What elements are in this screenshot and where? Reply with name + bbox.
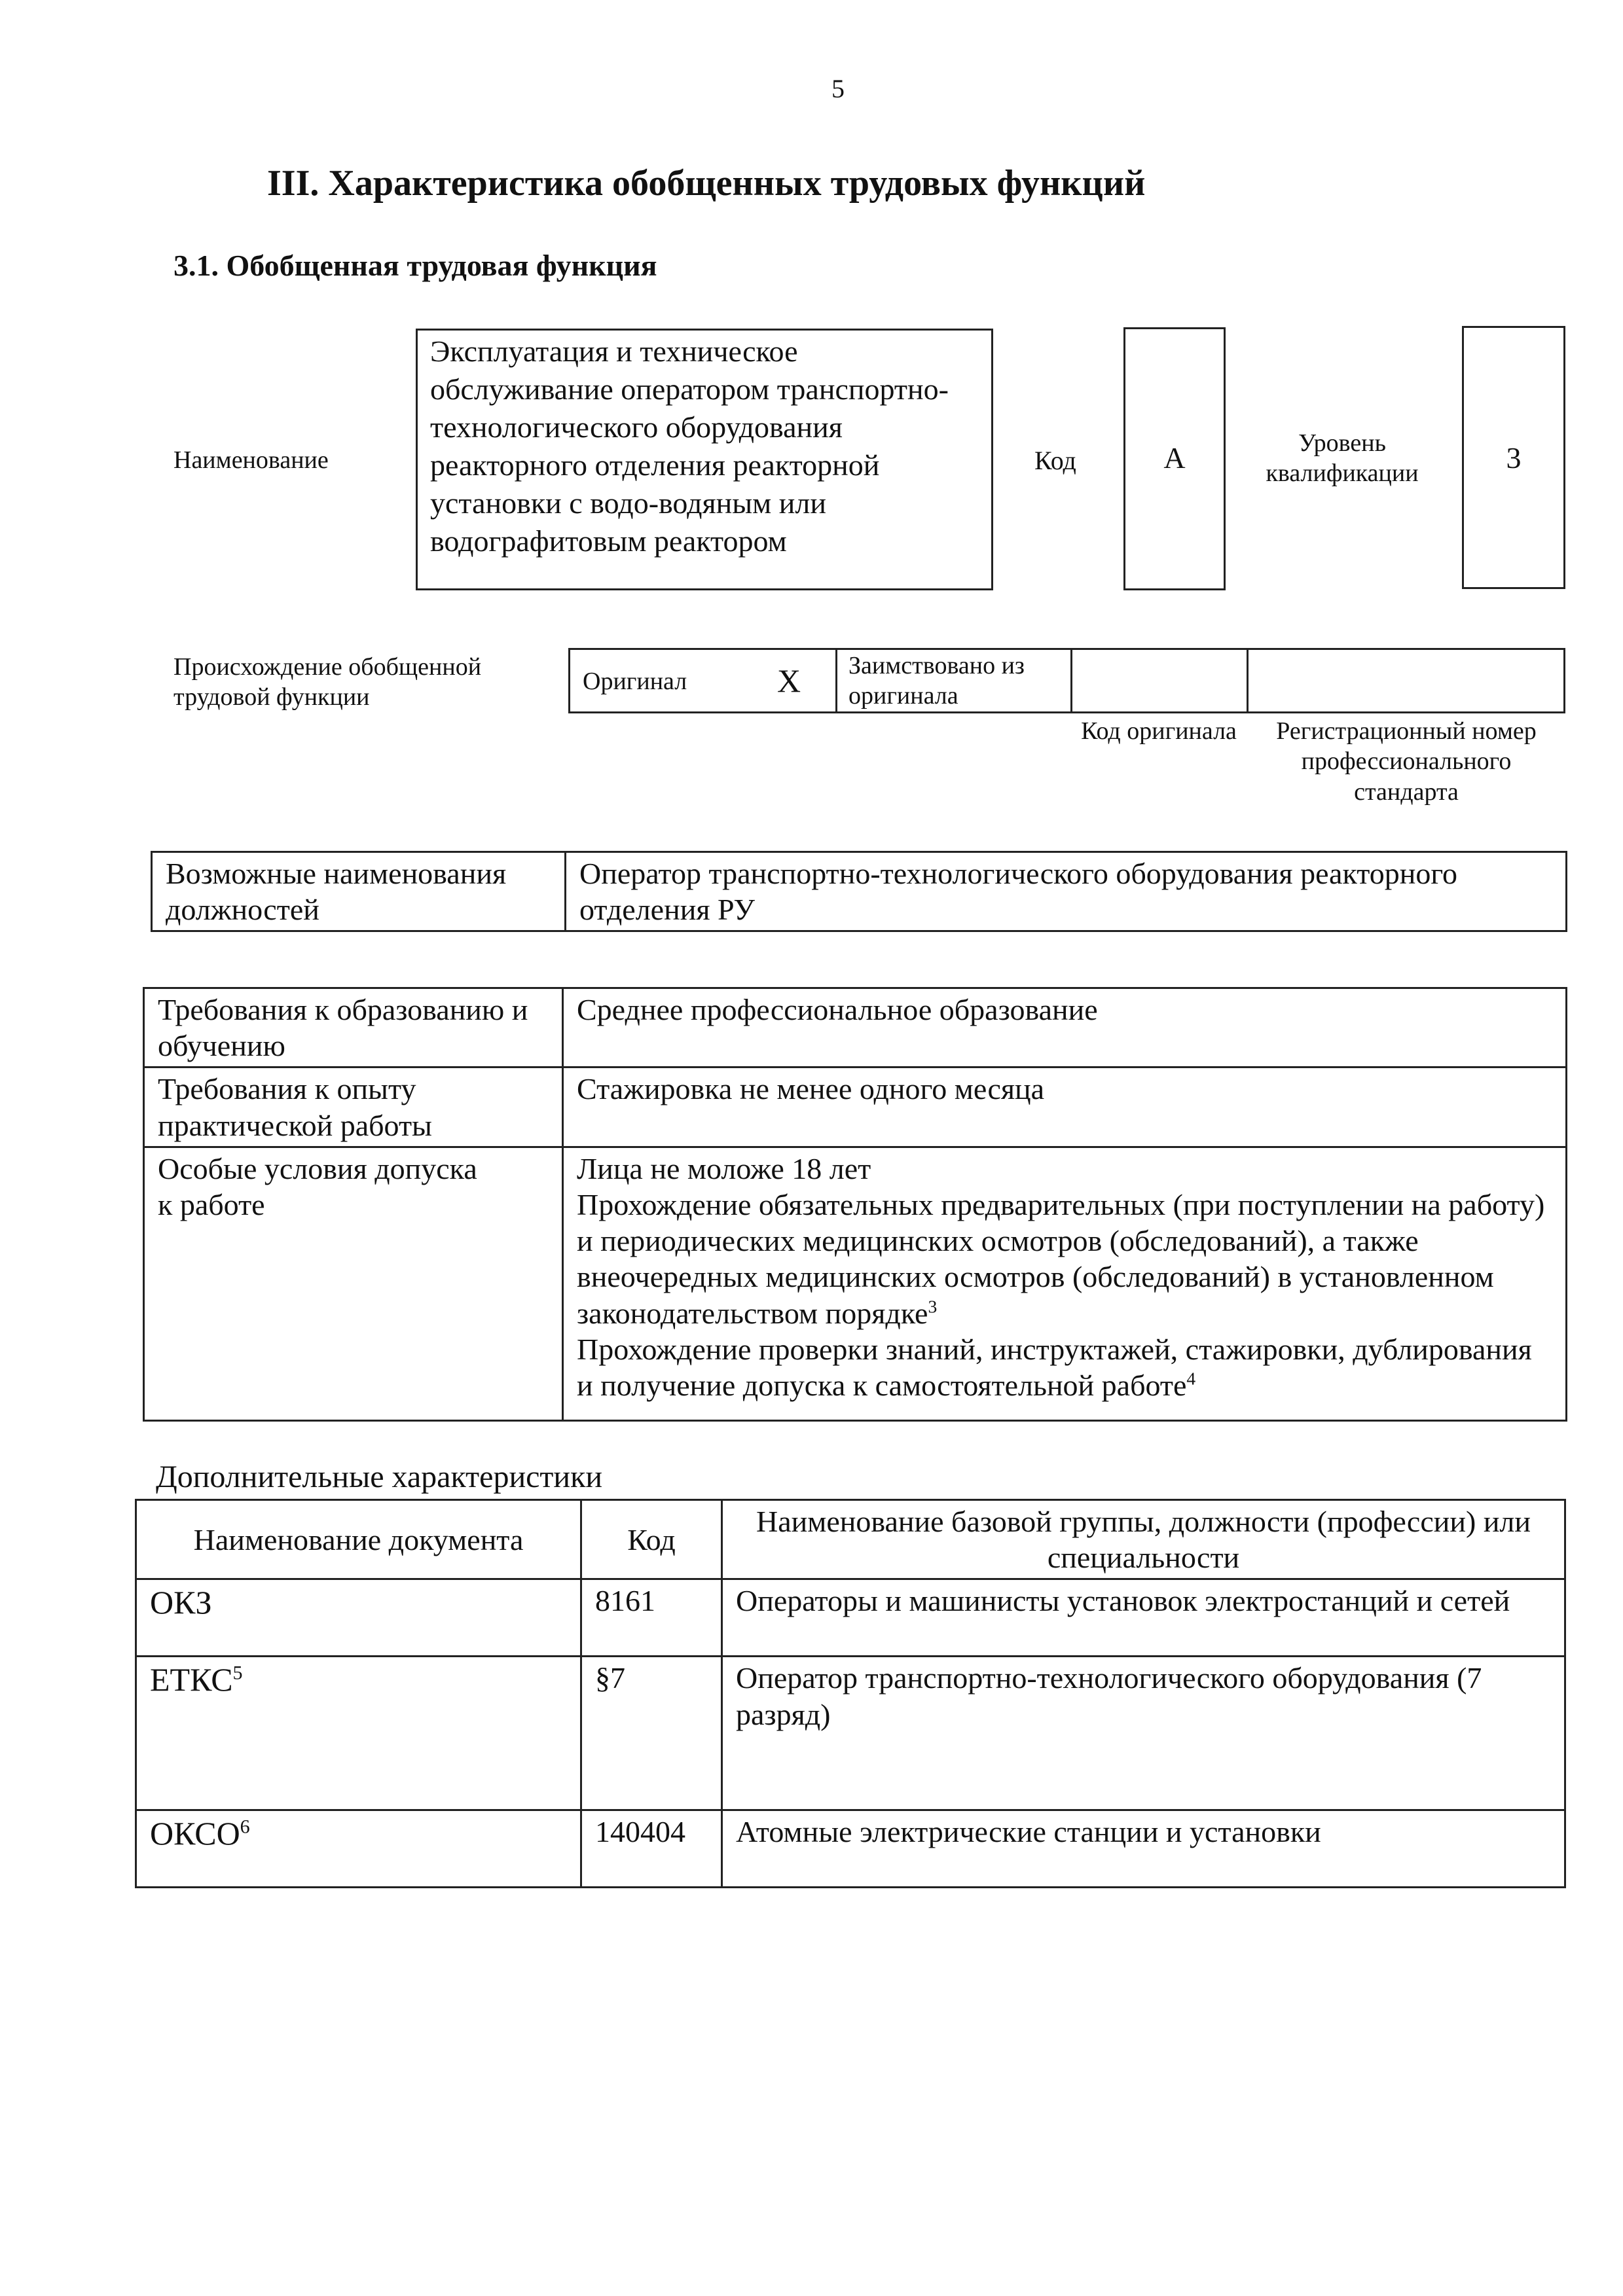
condition-line: Прохождение проверки знаний, инструктажей, стажировки, дублирования и получение допуска к самостоятельной работе$^4$ xyxy=(577,1332,1532,1402)
footnote-ref: 3 xyxy=(928,1296,938,1317)
row-code: §7 xyxy=(581,1657,722,1810)
function-code-value: А xyxy=(1163,441,1186,475)
positions-label: Возможные наименования должностей xyxy=(152,852,566,931)
header-doc: Наименование документа xyxy=(136,1500,581,1579)
subsection-title: 3.1. Обобщенная трудовая функция xyxy=(173,249,657,282)
condition-line: Прохождение обязательных предварительных (при поступлении на работу) и периодических медицинских осмотров (обследований), а также внеочередных медицинских осмотров (обследований) в установленном законодательством порядке$^3$ xyxy=(577,1187,1545,1330)
qualification-level-label: Уровень квалификации xyxy=(1266,429,1419,488)
row-code: 140404 xyxy=(581,1810,722,1888)
function-name-value: Эксплуатация и техническое обслуживание оператором транспортно-технологического оборудования реакторного отделения реакторной установки с водо-водяным или водографитовым реактором xyxy=(430,334,949,558)
additional-title: Дополнительные характеристики xyxy=(156,1460,603,1494)
table-row xyxy=(144,1067,1567,1147)
row-doc: ОКСО$^6$ xyxy=(136,1810,581,1888)
special-conditions-label: Особые условия допуска к работе xyxy=(144,1147,563,1420)
table-row xyxy=(144,1147,1567,1420)
row-name: Оператор транспортно-технологического оборудования (7 разряд) xyxy=(722,1657,1565,1810)
requirement-value: Стажировка не менее одного месяца xyxy=(563,1067,1567,1147)
row-code: 8161 xyxy=(581,1579,722,1657)
row-doc: ЕТКС$^5$ xyxy=(136,1657,581,1810)
footnote-ref: 4 xyxy=(1186,1368,1196,1389)
positions-value: Оператор транспортно-технологического оборудования реакторного отделения РУ xyxy=(566,852,1567,931)
qualification-level-value: 3 xyxy=(1506,441,1522,475)
positions-table xyxy=(151,851,1567,932)
page-number: 5 xyxy=(831,74,845,103)
reg-number-caption: Регистрационный номер профессионального стандарта xyxy=(1276,717,1537,806)
header-code: Код xyxy=(581,1500,722,1579)
footnote-ref: 6 xyxy=(240,1816,250,1838)
origin-original-mark: Х xyxy=(777,662,801,699)
row-name: Атомные электрические станции и установки xyxy=(722,1810,1565,1888)
origin-borrowed-label: Заимствовано из оригинала xyxy=(848,652,1025,710)
origin-original-label: Оригинал xyxy=(583,668,687,695)
table-row xyxy=(136,1657,1565,1810)
additional-table xyxy=(135,1499,1566,1888)
requirement-label: Требования к опыту практической работы xyxy=(144,1067,563,1147)
footnote-ref: 5 xyxy=(232,1662,243,1684)
header-name: Наименование базовой группы, должности (профессии) или специальности xyxy=(722,1500,1565,1579)
requirement-label: Требования к образованию и обучению xyxy=(144,988,563,1067)
code-original-caption: Код оригинала xyxy=(1081,717,1237,745)
table-row xyxy=(136,1579,1565,1657)
condition-line: Лица не моложе 18 лет xyxy=(577,1151,871,1185)
section-title: III. Характеристика обобщенных трудовых функций xyxy=(267,163,1146,204)
function-code-label: Код xyxy=(1034,446,1076,475)
table-row xyxy=(136,1810,1565,1888)
table-row xyxy=(152,852,1567,931)
origin-row xyxy=(568,648,1565,713)
function-name-label: Наименование xyxy=(173,446,329,474)
row-doc: ОКЗ xyxy=(136,1579,581,1657)
row-name: Операторы и машинисты установок электростанций и сетей xyxy=(722,1579,1565,1657)
table-header-row xyxy=(136,1500,1565,1579)
origin-label: Происхождение обобщенной трудовой функции xyxy=(173,653,482,711)
table-row xyxy=(144,988,1567,1067)
special-conditions-value xyxy=(563,1147,1567,1420)
requirements-table xyxy=(143,987,1567,1422)
requirement-value: Среднее профессиональное образование xyxy=(563,988,1567,1067)
